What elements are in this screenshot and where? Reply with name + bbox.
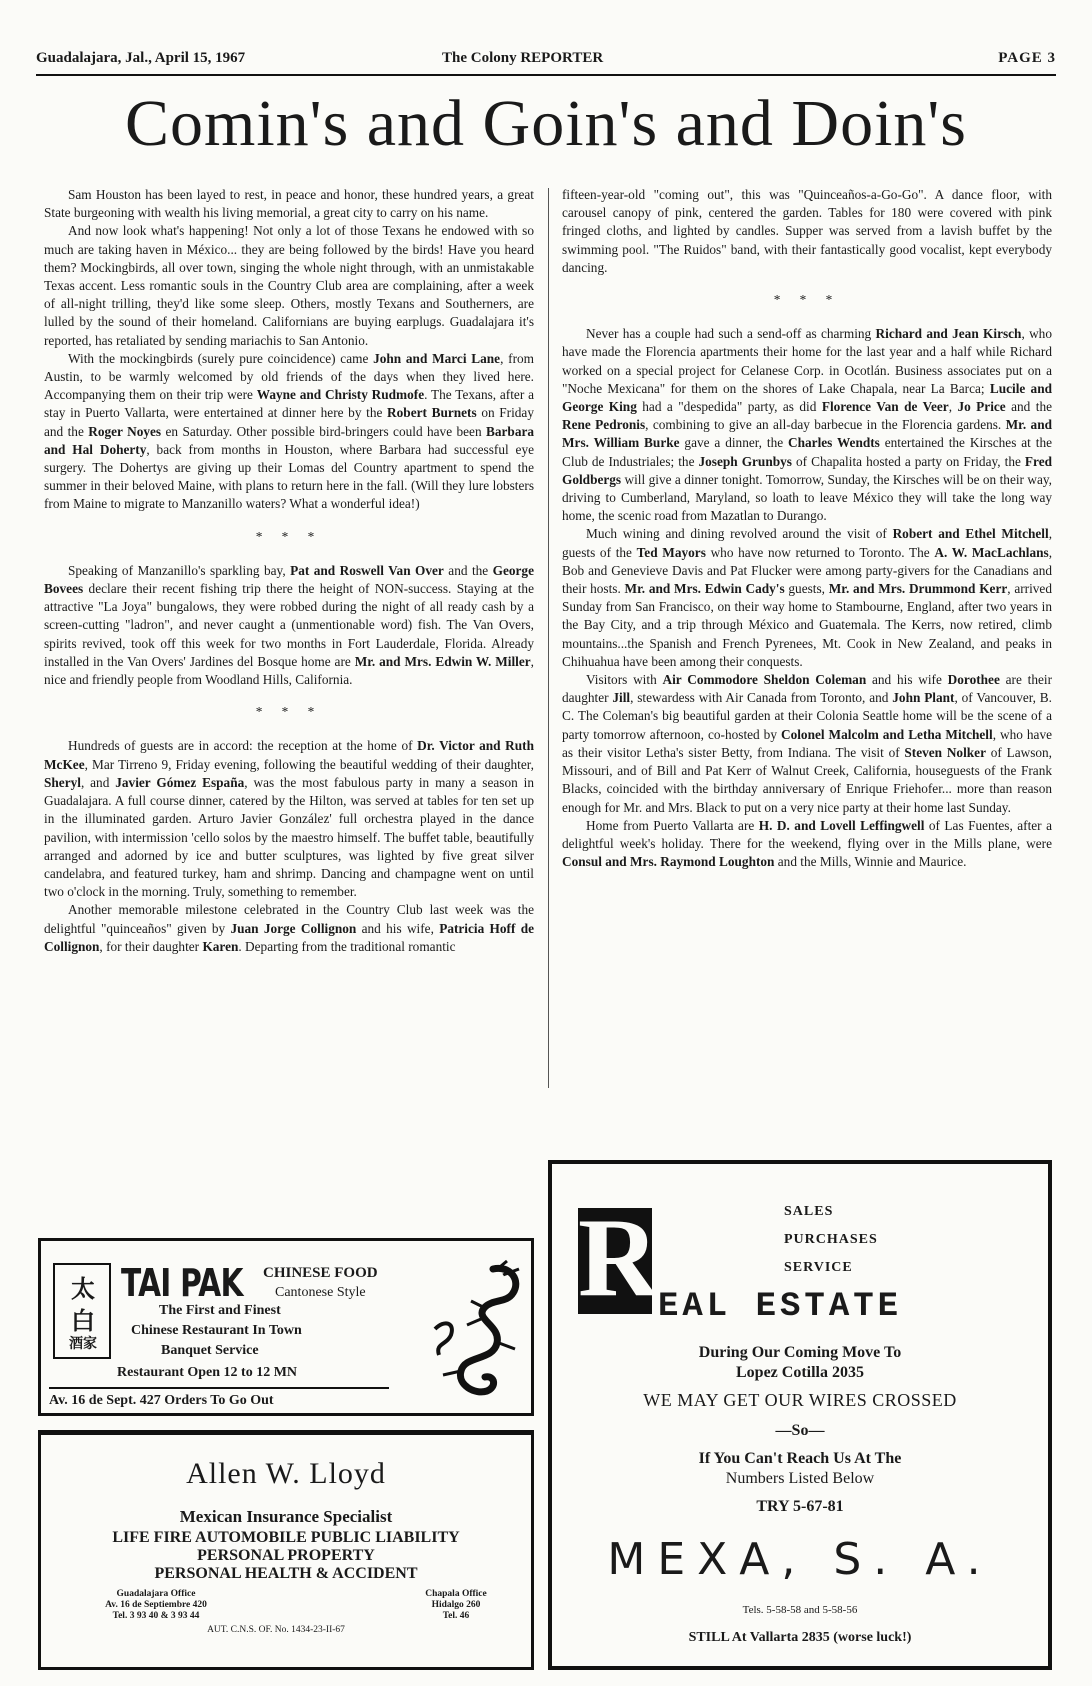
paragraph: Sam Houston has been layed to rest, in peace and honor, these hundred years, a great State burgeoning with wealth his living memorial, a great city to carry on his name. [44,187,534,221]
right-column [562,186,1052,1136]
paragraph: And now look what's happening! Not only a lot of those Texans he endowed with so much are taking haven in México... they are being followed by the birds! Have you heard them? Mockingbirds, all over town, singing the whole night through, with an unmistakable Texas accent. Less romantic souls in the Country Club area are complaining, after a week of all-night trilling, they'd like some sleep. Others, mostly Texans and Southerners, are lulled by the sound of their homeland. Californians are buying earplugs. Guadalajara it's reported, has retaliated by sending mariachis to San Antonio. [44,223,534,348]
coverage-line: PERSONAL PROPERTY [197,1547,375,1564]
address-note: STILL At Vallarta 2835 (worse luck!) [688,1630,912,1645]
tai-pak-advertisement [38,1238,534,1416]
guadalajara-office: Guadalajara Office Av. 16 de Septiembre 420 Tel. 3 93 40 & 3 93 44 [105,1589,207,1621]
section-separator: * * * [255,528,323,544]
paragraph: Much wining and dining revolved around the visit of Robert and Ethel Mitchell, guests of the Ted Mayors who have now returned to Toronto. The A. W. MacLachlans, Bob and Genevieve Davis and Pat Flucker were among party-givers for the Canadians and their hosts. Mr. and Mrs. Edwin Cady's guests, Mr. and Mrs. Drummond Kerr, arrived Sunday from San Francisco, on their way home to Stambourne, England, after two years in the Bay City, and a trip through México and Guatemala. The Kerrs, now retired, climb mountains...the Spanish and French Pyrenees, Mt. Cook in New Zealand, and peaks in Chihuahua have been among their conquests. [562,526,1052,669]
paragraph: With the mockingbirds (surely pure coincidence) came John and Marci Lane, from Austin, to be warmly welcomed by old friends of the days when they lived here. Accompanying them on their trip were Wayne and Christy Rudmofe. The Texans, after a stay in Puerto Vallarta, were entertained at dinner here by the Robert Burnets on Friday and the Roger Noyes en Saturday. Other possible bird-bringers could have been Barbara and Hal Doherty, back from months in Houston, where Barbara had successful eye surgery. The Dohertys are giving up their Lomas del Country apartment to spend the summer in their beloved Maine, with plans to return here in the fall. (Will they lure lobsters from Maine to migrate to Manzanillo waters? What a wonderful idea!) [44,350,534,512]
issue-date: Guadalajara, Jal., April 15, 1967 [36,50,246,66]
tai-pak-line: Banquet Service [161,1343,259,1358]
service-label: SERVICE [784,1260,853,1275]
paragraph: Home from Puerto Vallarta are H. D. and Lovell Leffingwell of Las Fuentes, after a delightful week's holiday. There for the weekend, flying over in the Mills plane, were Consul and Mrs. Raymond Loughton and the Mills, Winnie and Maurice. [562,817,1052,870]
left-column [44,186,534,1228]
paragraph: Hundreds of guests are in accord: the reception at the home of Dr. Victor and Ruth McKee, Mar Tirreno 9, Friday evening, following the beautiful wedding of their daughter, Sheryl, and Javier Gómez España, was the most fabulous party in many a season in Guadalajara. A full course dinner, catered by the Hilton, was served at tables for ten set up in the illuminated garden. Arturo Javier González' full orchestra played in the dance pavilion, with intermission 'cello solos by the maestro himself. The buffet table, beautifully arranged and adorned by ice and butter sculptures, was lighted by five great silver candelabra, and featured turkey, ham and shrimp. Dancing and champagne went on until two o'clock in the morning. Truly, something to remember. [44,738,534,900]
phone-number: TRY 5-67-81 [756,1498,844,1515]
ad-line: Numbers Listed Below [725,1470,875,1487]
tai-pak-style: Cantonese Style [275,1285,366,1300]
service-label: SALES [784,1204,834,1219]
tai-pak-hours: Restaurant Open 12 to 12 MN [117,1365,298,1380]
page-number: PAGE 3 [998,50,1056,66]
paragraph: Never has a couple had such a send-off as charming Richard and Jean Kirsch, who have made the Florencia apartments their home for the last year and a half while Richard worked on a special project for Celanese Corp. in Ocotlán. Business associates put on a "Noche Mexicana" for them on the shores of Lake Chapala, near La Barca; Lucile and George King had a "despedida" party, as did Florence Van de Veer, Jo Price and the Rene Pedronis, combining to give an all-day barbecue in the Florencia gardens. Mr. and Mrs. William Burke gave a dinner, the Charles Wendts entertained the Kirsches at the Club de Industriales; the Joseph Grunbys of Chapalita hosted a party on Friday, the Fred Goldbergs will give a dinner tonight. Tomorrow, Sunday, the Kirsches will be on their way, driving to Cumberland, Maryland, so loath to leave México they will take the long way home, the scenic road from Mazatlan to Durango. [562,326,1052,524]
ad-line: —So— [775,1422,825,1439]
tai-pak-line: The First and Finest [159,1303,281,1318]
paragraph: Visitors with Air Commodore Sheldon Coleman and his wife Dorothee are their daughter Jill, stewardess with Air Canada from Toronto, and John Plant, of Vancouver, B. C. The Coleman's big beautiful garden at their Colonia Seattle home will be the scene of a party tomorrow afternoon, co-hosted by Colonel Malcolm and Letha Mitchell, who have as their visitor Letha's sister Betty, from Indiana. The visit of Steven Nolker of Lawson, Missouri, and of Bill and Pat Kerr of Walnut Creek, California, houseguests of the Frank Blacks, coincided with the birthday anniversary of Enrique Friehofer... more than reason enough for Mr. and Mrs. Black to put on a very nice party at their home last Sunday. [562,672,1052,815]
paragraph: Speaking of Manzanillo's sparkling bay, Pat and Roswell Van Over and the George Bovees declare their recent fishing trip there the height of NON-success. Staying at the attractive "La Joya" bungalows, they were robbed during the night of all ready cash by a screen-cutting "ladron", and never caught a (unmentionable word) fish. The Van Overs, spirits revived, took off this week for two months in Fort Lauderdale, Florida. Already installed in the Van Overs' Jardines del Bosque home are Mr. and Mrs. Edwin W. Miller, nice and friendly people from Woodland Hills, California. [44,562,534,688]
mexa-real-estate-advertisement [548,1160,1052,1670]
service-label: PURCHASES [784,1232,878,1247]
agent-name: Allen W. Lloyd [186,1457,386,1490]
dragon-icon [415,1259,525,1409]
lloyd-insurance-advertisement [38,1430,534,1670]
ad-line: WE MAY GET OUR WIRES CROSSED [643,1390,957,1410]
real-estate-title: EAL ESTATE [658,1288,903,1326]
chinese-seal-logo: 太 白 酒家 [53,1263,111,1359]
license-number: AUT. C.N.S. OF. No. 1434-23-II-67 [207,1625,345,1635]
section-separator: * * * [773,292,841,308]
column-divider [548,188,549,1088]
tai-pak-address: Av. 16 de Sept. 427 Orders To Go Out [49,1393,274,1408]
divider [49,1387,389,1389]
newspaper-name: The Colony REPORTER [442,50,604,66]
tai-pak-line: Chinese Restaurant In Town [131,1323,302,1338]
ad-line: If You Can't Reach Us At The [698,1450,902,1467]
paragraph: fifteen-year-old "coming out", this was "Quinceaños-a-Go-Go". A dance floor, with carousel canopy of pink, centered the garden. Tables for 180 were covered with pink fringed cloths, and lighted by candles. Supper was served from a lavish buffet by the swimming pool. "The Ruidos" band, with their fantastically good vocalist, kept everybody dancing. [562,187,1052,275]
coverage-line: PERSONAL HEALTH & ACCIDENT [154,1565,418,1582]
headline: Comin's and Goin's and Doin's [124,87,967,160]
phone-numbers: Tels. 5-58-58 and 5-58-56 [742,1604,858,1616]
chapala-office: Chapala Office Hidalgo 260 Tel. 46 [425,1589,487,1621]
tai-pak-tagline: CHINESE FOOD [263,1265,378,1281]
masthead [36,46,1056,76]
tai-pak-logo: TAI PAK [121,1261,243,1305]
company-name: MEXA, S. A. [607,1534,993,1585]
ad-line: During Our Coming Move To [698,1344,902,1361]
specialty: Mexican Insurance Specialist [179,1507,393,1526]
ad-line: Lopez Cotilla 2035 [736,1364,864,1381]
ornamental-r: R [578,1196,659,1320]
coverage-line: LIFE FIRE AUTOMOBILE PUBLIC LIABILITY [112,1529,460,1546]
paragraph: Another memorable milestone celebrated in the Country Club last week was the delightful "quinceaños" given by Juan Jorge Collignon and his wife, Patricia Hoff de Collignon, for their daughter Karen. Departing from the traditional romantic [44,902,534,954]
section-separator: * * * [255,704,323,720]
